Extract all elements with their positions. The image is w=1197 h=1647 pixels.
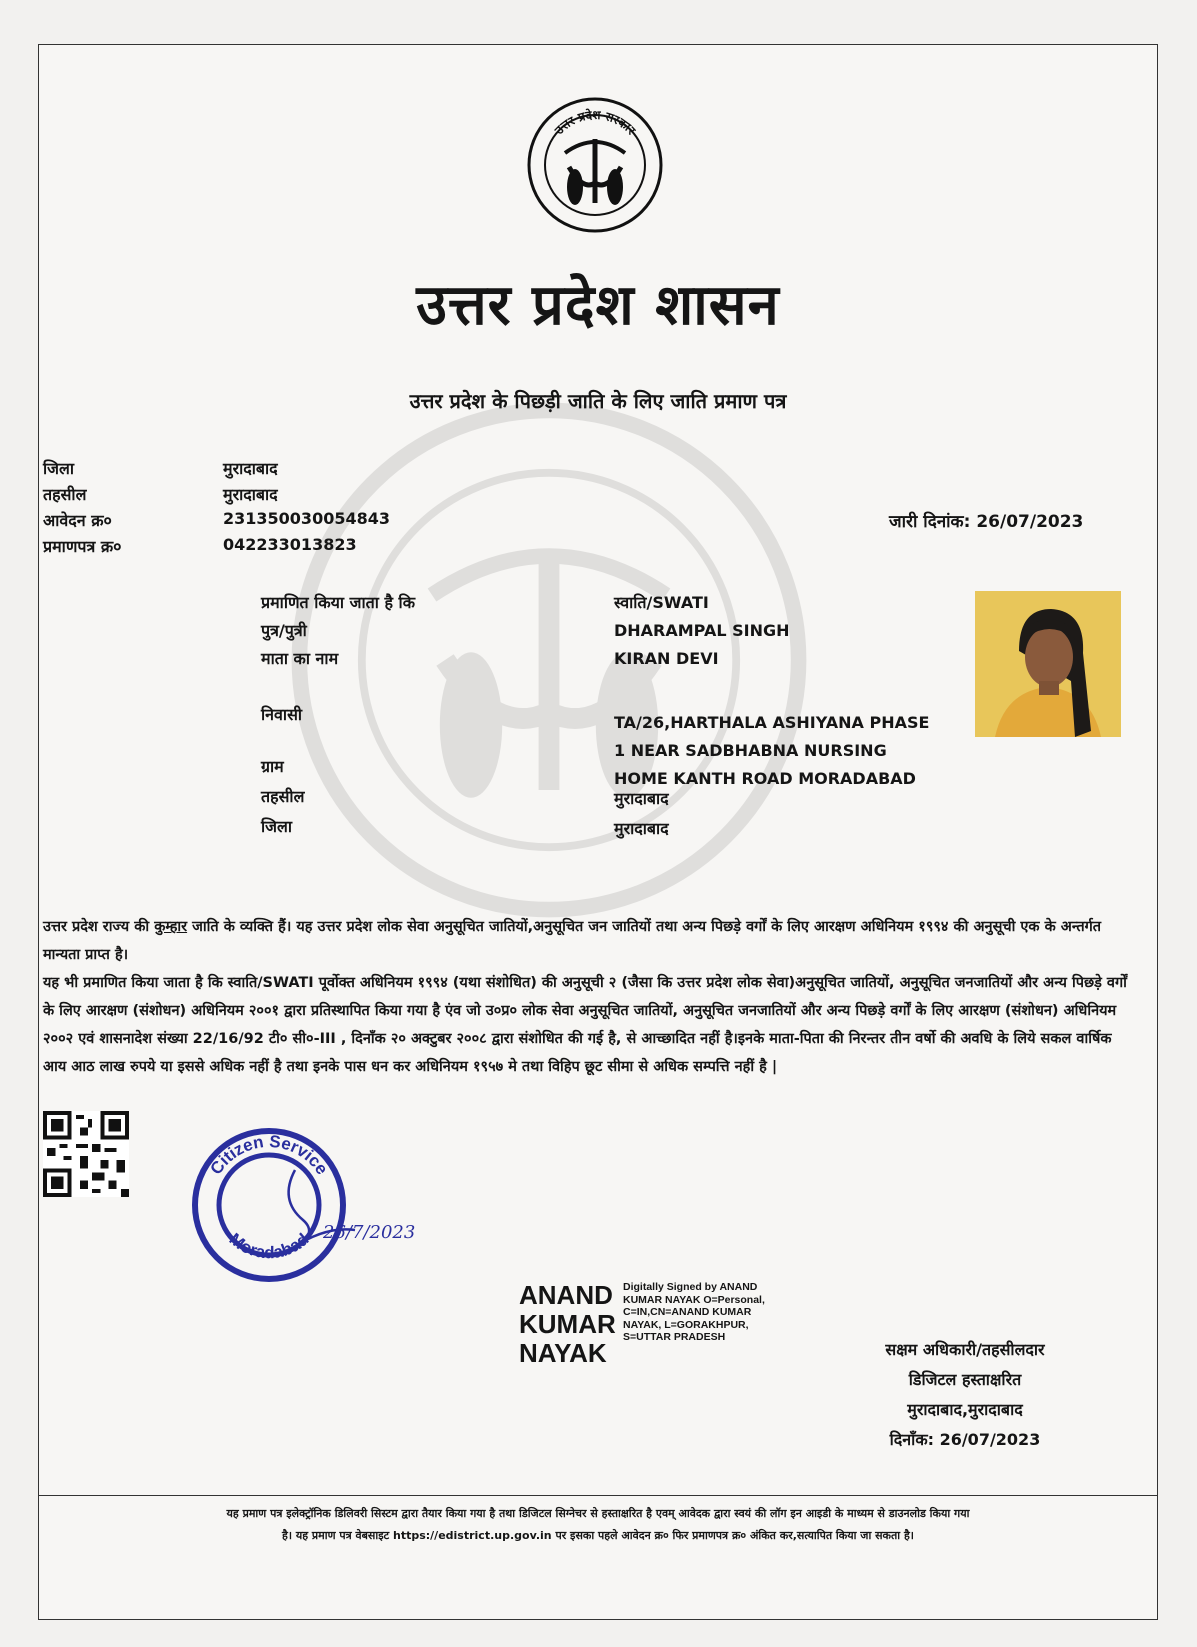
signer-name-line: KUMAR	[519, 1309, 616, 1339]
footer-line: है। यह प्रमाण पत्र वेबसाइट https://edistrict.up.gov.in पर इसका पहले आवेदन क्र० फिर प्रमाणपत्र क्र० अंकित कर,सत्यापित किया जा सकता है।	[282, 1529, 914, 1542]
meta-label: जिला	[43, 459, 75, 478]
child-of-label: पुत्र/पुत्री	[261, 621, 307, 640]
meta-label: आवेदन क्र०	[43, 511, 112, 530]
resident-label: निवासी	[261, 705, 303, 724]
district-label: जिला	[261, 817, 293, 836]
address-line: TA/26,HARTHALA ASHIYANA PHASE	[614, 713, 930, 732]
paragraph-caste-start: उत्तर प्रदेश राज्य की	[43, 919, 155, 935]
applicant-photo	[975, 591, 1121, 737]
meta-label: प्रमाणपत्र क्र०	[43, 537, 122, 556]
address-line: 1 NEAR SADBHABNA NURSING	[614, 741, 887, 760]
meta-value: 042233013823	[223, 535, 357, 554]
svg-text:उत्तर प्रदेश सरकार	[551, 108, 639, 138]
meta-value: मुरादाबाद	[223, 459, 278, 478]
footer-note	[39, 1503, 1157, 1547]
authority-title: सक्षम अधिकारी/तहसीलदार	[885, 1340, 1045, 1359]
authority-digital-signed: डिजिटल हस्ताक्षरित	[908, 1370, 1022, 1389]
caste-name: कुम्हार	[154, 919, 188, 935]
meta-value: मुरादाबाद	[223, 485, 278, 504]
signer-name	[519, 1281, 616, 1368]
signature-info-line: Digitally Signed by ANAND	[623, 1281, 758, 1293]
signature-date-scrawl: 26/7/2023	[323, 1222, 416, 1243]
stamp-bottom-text: Moradabad	[225, 1229, 313, 1263]
issuing-authority	[815, 1335, 1115, 1455]
issue-date: जारी दिनांक: 26/07/2023	[889, 512, 1084, 532]
signer-name-line: NAYAK	[519, 1338, 607, 1368]
footer-divider	[39, 1495, 1157, 1496]
meta-value: 231350030054843	[223, 509, 390, 528]
signature-info-line: NAYAK, L=GORAKHPUR,	[623, 1318, 749, 1331]
authority-date: दिनाँक: 26/07/2023	[889, 1430, 1041, 1449]
footer-line: यह प्रमाण पत्र इलेक्ट्रॉनिक डिलिवरी सिस्टम द्वारा तैयार किया गया है तथा डिजिटल सिग्नेचर से हस्ताक्षरित है एवम् आवेदक द्वारा स्वयं की लॉग इन आइडी के माध्यम से डाउनलोड किया गया	[226, 1507, 970, 1520]
page-title: उत्तर प्रदेश शासन	[416, 272, 780, 338]
paragraph-income: यह भी प्रमाणित किया जाता है कि स्वाति/SWATI पूर्वोक्त अधिनियम १९९४ (यथा संशोधित) की अनुसूची २ (जैसा कि उत्तर प्रदेश लोक सेवा)अनुसूचित जातियों, अनुसूचित जनजातियों और अन्य पिछड़े वर्गों के लिए आरक्षण (संशोधन) अधिनियम २००१ द्वारा प्रतिस्थापित किया गया है एंव जो उ०प्र० लोक सेवा अनुसूचित जातियों, अनुसूचित जनजातियों और अन्य पिछड़े वर्गों के लिए आरक्षण (संशोधन) अधिनियम २००२ एवं शासनादेश संख्या 22/16/92 टी० सी०-III , दिनाँक २० अक्टुबर २००८ द्वारा संशोधित की गई है, से आच्छादित नहीं है।इनके माता-पिता की निरन्तर तीन वर्षो की अवधि के लिये सकल वार्षिक आय आठ लाख रुपये या इससे अधिक नहीं है तथा इनके पास धन कर अधिनियम १९५७ मे तथा विहिप छूट सीमा से अधिक सम्पत्ति नहीं है |	[43, 975, 1127, 1075]
authority-location: मुरादाबाद,मुरादाबाद	[907, 1400, 1023, 1419]
signature-info-line: S=UTTAR PRADESH	[623, 1331, 726, 1343]
mother-label: माता का नाम	[261, 649, 339, 668]
father-name: DHARAMPAL SINGH	[614, 621, 790, 640]
signature-info-line: C=IN,CN=ANAND KUMAR	[623, 1306, 752, 1318]
district-value: मुरादाबाद	[614, 819, 669, 838]
handwritten-signature	[259, 1160, 419, 1260]
watermark-emblem-icon	[289, 400, 809, 920]
signer-name-line: ANAND	[519, 1280, 613, 1310]
certificate-body	[43, 913, 1133, 1081]
paragraph-caste	[43, 913, 1133, 969]
meta-label: तहसील	[43, 485, 87, 504]
tehsil-value: मुरादाबाद	[614, 789, 669, 808]
tehsil-label: तहसील	[261, 787, 305, 806]
paragraph-caste-end: जाति के व्यक्ति हैं। यह उत्तर प्रदेश लोक सेवा अनुसूचित जातियों,अनुसूचित जन जातियों तथा अन्य पिछड़े वर्गों के लिए आरक्षण अधिनियम १९९४ की अनुसूची एक के अन्तर्गत मान्यता प्राप्त है।	[43, 919, 1102, 963]
village-label: ग्राम	[261, 757, 284, 776]
qr-code	[43, 1111, 129, 1197]
mother-name: KIRAN DEVI	[614, 649, 719, 668]
digital-signature-info	[623, 1281, 765, 1344]
resident-address	[614, 709, 929, 793]
certificate-page	[38, 44, 1158, 1620]
signature-info-line: KUMAR NAYAK O=Personal,	[623, 1293, 765, 1306]
emblem-text: उत्तर प्रदेश सरकार	[551, 107, 639, 138]
up-emblem-icon	[525, 95, 665, 235]
address-line: HOME KANTH ROAD MORADABAD	[614, 769, 916, 788]
certified-name: स्वाति/SWATI	[614, 593, 709, 612]
certificate-subtitle: उत्तर प्रदेश के पिछड़ी जाति के लिए जाति प्रमाण पत्र	[409, 389, 787, 413]
stamp-top-text: Citizen Service	[206, 1131, 332, 1179]
certified-label: प्रमाणित किया जाता है कि	[261, 593, 415, 612]
